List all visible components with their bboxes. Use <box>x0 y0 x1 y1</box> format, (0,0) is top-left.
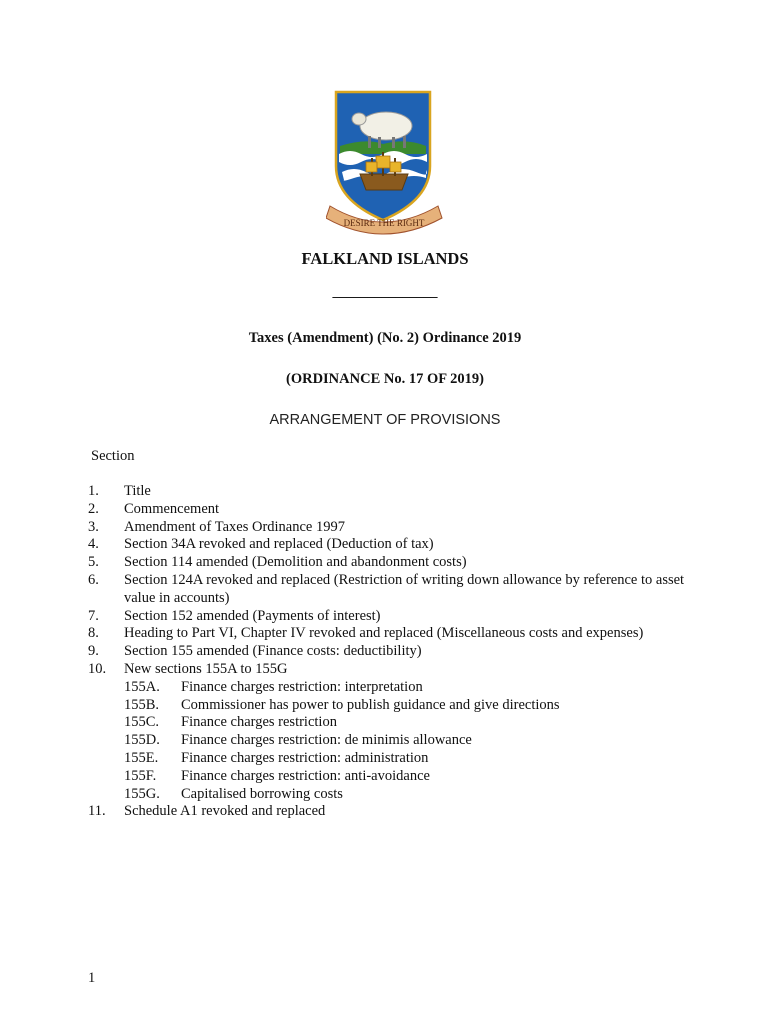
toc-subsection-number: 155D. <box>124 732 160 749</box>
ordinance-number: (ORDINANCE No. 17 OF 2019) <box>285 371 485 387</box>
toc-item <box>88 483 708 501</box>
toc-subsection-item <box>88 714 708 732</box>
toc-item <box>88 519 708 537</box>
toc-subsection-text: Finance charges restriction: administration <box>181 749 429 766</box>
toc-item-text: Schedule A1 revoked and replaced <box>124 803 326 820</box>
toc-item <box>88 536 708 554</box>
toc-item-number: 7. <box>88 607 99 624</box>
country-title: FALKLAND ISLANDS <box>301 249 469 268</box>
toc-subsection-text: Capitalised borrowing costs <box>181 785 343 802</box>
toc-item-number: 1. <box>88 483 99 499</box>
toc-subsection-number: 155F. <box>124 767 157 784</box>
toc-item <box>88 572 708 608</box>
toc-item-text: Section 152 amended (Payments of interest) <box>124 607 381 624</box>
toc-item <box>88 625 708 643</box>
toc-item-number: 3. <box>88 518 99 535</box>
page-number: 1 <box>88 970 96 986</box>
toc-item-number: 2. <box>88 500 99 517</box>
toc-item <box>88 501 708 519</box>
toc-subsection-text: Commissioner has power to publish guidance and give directions <box>181 696 560 713</box>
toc-item-number: 5. <box>88 554 99 571</box>
svg-text:DESIRE THE RIGHT: DESIRE THE RIGHT <box>343 218 425 228</box>
toc-item <box>88 554 708 572</box>
toc-item-number: 10. <box>88 660 107 677</box>
toc-subsection-number: 155G. <box>124 785 160 802</box>
toc-subsection-item <box>88 768 708 786</box>
toc-subsection-number: 155B. <box>124 696 160 713</box>
toc-item <box>88 643 708 661</box>
toc-subsection-text: Finance charges restriction: de minimis allowance <box>181 732 472 749</box>
table-of-contents <box>88 483 708 821</box>
toc-item <box>88 608 708 626</box>
toc-subsection-item <box>88 732 708 750</box>
toc-subsection-number: 155C. <box>124 714 160 731</box>
toc-item-number: 8. <box>88 625 99 642</box>
toc-subsection-item <box>88 786 708 804</box>
toc-subsection-number: 155E. <box>124 749 159 766</box>
toc-subsection-item <box>88 697 708 715</box>
toc-item-text: Commencement <box>124 500 220 517</box>
falkland-coat-of-arms <box>326 88 444 236</box>
toc-item-text: Amendment of Taxes Ordinance 1997 <box>124 518 345 535</box>
toc-item-text: Section 155 amended (Finance costs: deductibility) <box>124 643 422 660</box>
toc-item-text: Section 34A revoked and replaced (Deduction of tax) <box>124 536 434 553</box>
title-rule: _______________ <box>332 285 438 300</box>
toc-item-text: Heading to Part VI, Chapter IV revoked and replaced (Miscellaneous costs and expenses) <box>124 625 644 642</box>
arrangement-heading: ARRANGEMENT OF PROVISIONS <box>269 412 501 428</box>
toc-subsection-item <box>88 750 708 768</box>
toc-subsection-text: Finance charges restriction: interpretation <box>181 678 423 695</box>
toc-item <box>88 661 708 679</box>
toc-subsection-item <box>88 679 708 697</box>
toc-item-text: Section 124A revoked and replaced (Restriction of writing down allowance by reference to asset value in accounts) <box>124 571 685 606</box>
ordinance-title: Taxes (Amendment) (No. 2) Ordinance 2019 <box>248 330 522 346</box>
toc-subsection-text: Finance charges restriction <box>181 714 337 731</box>
toc-item-number: 6. <box>88 571 99 588</box>
toc-item-number: 4. <box>88 536 99 553</box>
toc-item <box>88 803 708 821</box>
toc-item-text: Title <box>124 483 151 499</box>
toc-item-text: New sections 155A to 155G <box>124 660 288 677</box>
toc-item-number: 9. <box>88 643 99 660</box>
toc-subsection-number: 155A. <box>124 678 160 695</box>
toc-item-text: Section 114 amended (Demolition and abandonment costs) <box>124 554 467 571</box>
toc-subsection-text: Finance charges restriction: anti-avoidance <box>181 767 430 784</box>
toc-item-number: 11. <box>88 803 106 820</box>
section-label: Section <box>91 448 135 464</box>
